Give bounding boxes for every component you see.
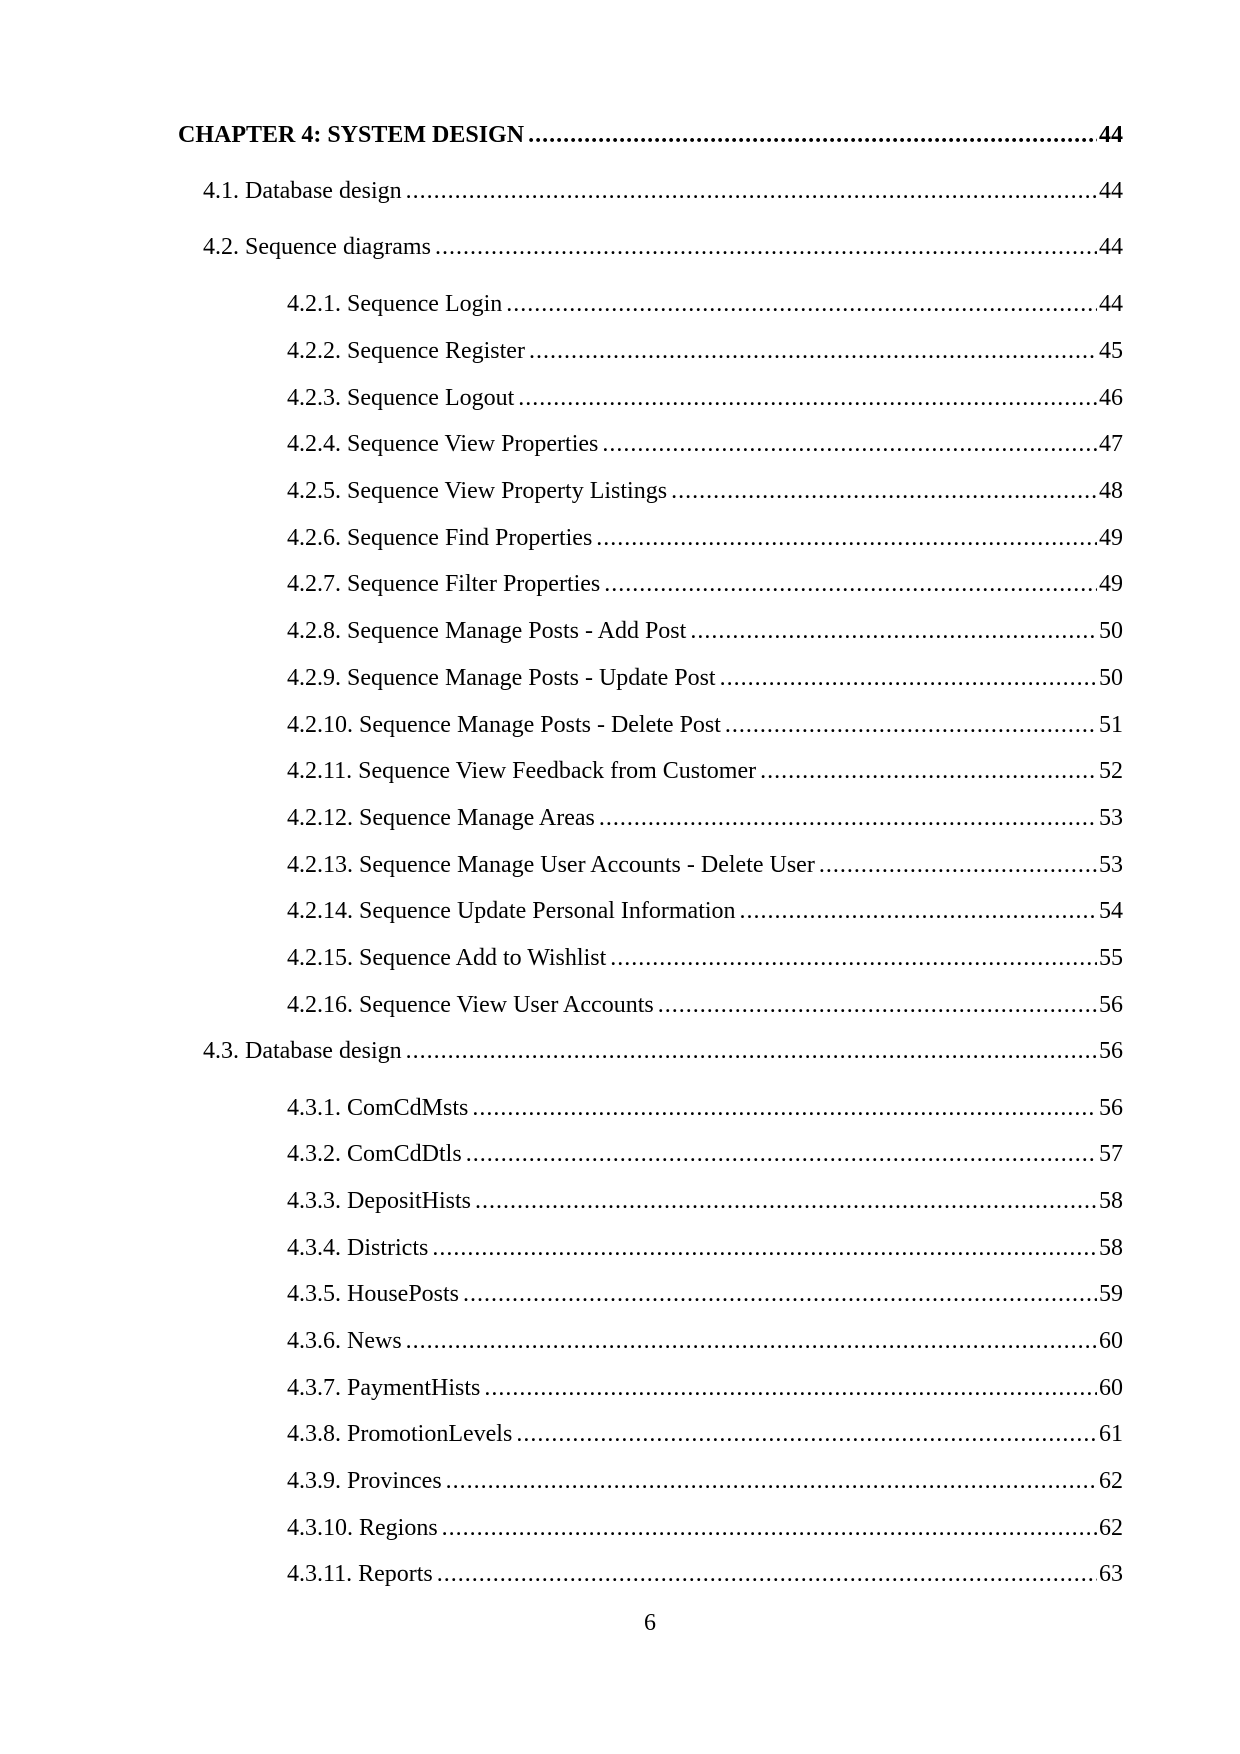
toc-dot-leader xyxy=(604,569,1097,599)
toc-section-entry[interactable] xyxy=(203,1036,1123,1066)
toc-entry-page: 44 xyxy=(1099,178,1123,204)
toc-entry-page: 44 xyxy=(1099,122,1123,148)
toc-dot-leader xyxy=(475,1186,1097,1216)
toc-dot-leader xyxy=(610,943,1097,973)
toc-entry-title: 4.3.1. ComCdMsts xyxy=(287,1095,469,1121)
toc-entry-title: 4.2.3. Sequence Logout xyxy=(287,385,515,411)
toc-dot-leader xyxy=(472,1093,1097,1123)
toc-dot-leader xyxy=(690,616,1097,646)
toc-dot-leader xyxy=(819,850,1097,880)
toc-entry-title: 4.3. Database design xyxy=(203,1038,402,1064)
toc-entry-page: 58 xyxy=(1099,1188,1123,1214)
toc-entry-title: 4.2.13. Sequence Manage User Accounts - Delete User xyxy=(287,852,815,878)
toc-entry-title: 4.2.10. Sequence Manage Posts - Delete Post xyxy=(287,712,721,738)
toc-dot-leader xyxy=(446,1466,1097,1496)
toc-entry-page: 62 xyxy=(1099,1515,1123,1541)
toc-dot-leader xyxy=(529,336,1097,366)
toc-entry-title: 4.3.9. Provinces xyxy=(287,1468,442,1494)
page-number: 6 xyxy=(644,1610,656,1636)
toc-dot-leader xyxy=(720,663,1097,693)
toc-entry-title: 4.2.14. Sequence Update Personal Information xyxy=(287,898,736,924)
toc-dot-leader xyxy=(596,523,1097,553)
toc-subsection-entry[interactable] xyxy=(287,850,1123,880)
toc-subsection-entry[interactable] xyxy=(287,476,1123,506)
toc-entry-page: 56 xyxy=(1099,992,1123,1018)
toc-entry-title: 4.2.2. Sequence Register xyxy=(287,338,525,364)
toc-dot-leader xyxy=(432,1233,1097,1263)
toc-entry-page: 60 xyxy=(1099,1375,1123,1401)
toc-entry-title: 4.3.5. HousePosts xyxy=(287,1281,460,1307)
toc-subsection-entry[interactable] xyxy=(287,569,1123,599)
toc-dot-leader xyxy=(406,1326,1097,1356)
toc-dot-leader xyxy=(528,120,1097,150)
toc-entry-title: CHAPTER 4: SYSTEM DESIGN xyxy=(178,122,525,148)
toc-entry-page: 47 xyxy=(1099,431,1123,457)
toc-entry-page: 54 xyxy=(1099,898,1123,924)
toc-entry-title: 4.2. Sequence diagrams xyxy=(203,234,431,260)
toc-subsection-entry[interactable] xyxy=(287,383,1123,413)
toc-entry-page: 57 xyxy=(1099,1141,1123,1167)
toc-entry-page: 46 xyxy=(1099,385,1123,411)
toc-entry-title: 4.2.6. Sequence Find Properties xyxy=(287,525,593,551)
toc-entry-page: 50 xyxy=(1099,618,1123,644)
toc-dot-leader xyxy=(740,896,1097,926)
toc-entry-page: 58 xyxy=(1099,1235,1123,1261)
toc-subsection-entry[interactable] xyxy=(287,896,1123,926)
toc-entry-page: 53 xyxy=(1099,852,1123,878)
toc-subsection-entry[interactable] xyxy=(287,1466,1123,1496)
toc-dot-leader xyxy=(599,803,1097,833)
toc-subsection-entry[interactable] xyxy=(287,1419,1123,1449)
toc-subsection-entry[interactable] xyxy=(287,663,1123,693)
toc-entry-title: 4.3.8. PromotionLevels xyxy=(287,1421,513,1447)
toc-dot-leader xyxy=(406,176,1097,206)
toc-entry-title: 4.2.8. Sequence Manage Posts - Add Post xyxy=(287,618,687,644)
toc-dot-leader xyxy=(406,1036,1097,1066)
toc-subsection-entry[interactable] xyxy=(287,1559,1123,1589)
toc-dot-leader xyxy=(602,429,1097,459)
toc-entry-page: 62 xyxy=(1099,1468,1123,1494)
toc-subsection-entry[interactable] xyxy=(287,803,1123,833)
toc-dot-leader xyxy=(442,1513,1097,1543)
toc-entry-page: 51 xyxy=(1099,712,1123,738)
toc-dot-leader xyxy=(437,1559,1097,1589)
toc-subsection-entry[interactable] xyxy=(287,943,1123,973)
toc-entry-page: 44 xyxy=(1099,291,1123,317)
toc-entry-title: 4.2.5. Sequence View Property Listings xyxy=(287,478,668,504)
toc-entry-title: 4.3.11. Reports xyxy=(287,1561,433,1587)
toc-entry-title: 4.1. Database design xyxy=(203,178,402,204)
toc-entry-title: 4.3.4. Districts xyxy=(287,1235,429,1261)
toc-entry-page: 52 xyxy=(1099,758,1123,784)
toc-entry-title: 4.2.4. Sequence View Properties xyxy=(287,431,599,457)
toc-dot-leader xyxy=(463,1279,1097,1309)
toc-dot-leader xyxy=(506,289,1097,319)
toc-subsection-entry[interactable] xyxy=(287,1513,1123,1543)
toc-subsection-entry[interactable] xyxy=(287,1093,1123,1123)
toc-subsection-entry[interactable] xyxy=(287,1279,1123,1309)
toc-subsection-entry[interactable] xyxy=(287,756,1123,786)
toc-subsection-entry[interactable] xyxy=(287,523,1123,553)
toc-dot-leader xyxy=(671,476,1097,506)
toc-chapter-entry[interactable] xyxy=(178,120,1123,150)
toc-dot-leader xyxy=(658,990,1097,1020)
toc-subsection-entry[interactable] xyxy=(287,289,1123,319)
toc-subsection-entry[interactable] xyxy=(287,336,1123,366)
toc-subsection-entry[interactable] xyxy=(287,1139,1123,1169)
toc-entry-page: 61 xyxy=(1099,1421,1123,1447)
toc-entry-title: 4.2.9. Sequence Manage Posts - Update Post xyxy=(287,665,716,691)
toc-entry-title: 4.2.7. Sequence Filter Properties xyxy=(287,571,601,597)
toc-entry-page: 45 xyxy=(1099,338,1123,364)
toc-entry-title: 4.2.15. Sequence Add to Wishlist xyxy=(287,945,607,971)
toc-section-entry[interactable] xyxy=(203,176,1123,206)
toc-subsection-entry[interactable] xyxy=(287,1233,1123,1263)
toc-entry-title: 4.3.7. PaymentHists xyxy=(287,1375,481,1401)
toc-dot-leader xyxy=(435,232,1097,262)
toc-section-entry[interactable] xyxy=(203,232,1123,262)
toc-entry-title: 4.3.6. News xyxy=(287,1328,402,1354)
toc-entry-page: 48 xyxy=(1099,478,1123,504)
toc-subsection-entry[interactable] xyxy=(287,429,1123,459)
toc-dot-leader xyxy=(466,1139,1097,1169)
toc-entry-title: 4.2.12. Sequence Manage Areas xyxy=(287,805,595,831)
toc-subsection-entry[interactable] xyxy=(287,710,1123,740)
toc-dot-leader xyxy=(760,756,1097,786)
toc-entry-title: 4.3.10. Regions xyxy=(287,1515,438,1541)
toc-entry-title: 4.3.2. ComCdDtls xyxy=(287,1141,462,1167)
toc-entry-page: 50 xyxy=(1099,665,1123,691)
toc-subsection-entry[interactable] xyxy=(287,1326,1123,1356)
toc-entry-title: 4.2.1. Sequence Login xyxy=(287,291,503,317)
toc-entry-page: 55 xyxy=(1099,945,1123,971)
toc-entry-page: 53 xyxy=(1099,805,1123,831)
toc-entry-page: 56 xyxy=(1099,1038,1123,1064)
toc-subsection-entry[interactable] xyxy=(287,990,1123,1020)
toc-entry-page: 49 xyxy=(1099,525,1123,551)
toc-subsection-entry[interactable] xyxy=(287,1373,1123,1403)
toc-dot-leader xyxy=(516,1419,1097,1449)
toc-entry-title: 4.2.11. Sequence View Feedback from Customer xyxy=(287,758,757,784)
toc-entry-title: 4.3.3. DepositHists xyxy=(287,1188,472,1214)
toc-dot-leader xyxy=(484,1373,1097,1403)
toc-entry-page: 60 xyxy=(1099,1328,1123,1354)
toc-subsection-entry[interactable] xyxy=(287,616,1123,646)
toc-entry-page: 59 xyxy=(1099,1281,1123,1307)
toc-entry-page: 56 xyxy=(1099,1095,1123,1121)
toc-entry-page: 44 xyxy=(1099,234,1123,260)
toc-dot-leader xyxy=(518,383,1097,413)
toc-entry-page: 49 xyxy=(1099,571,1123,597)
toc-entry-page: 63 xyxy=(1099,1561,1123,1587)
toc-entry-title: 4.2.16. Sequence View User Accounts xyxy=(287,992,654,1018)
toc-dot-leader xyxy=(725,710,1097,740)
toc-subsection-entry[interactable] xyxy=(287,1186,1123,1216)
